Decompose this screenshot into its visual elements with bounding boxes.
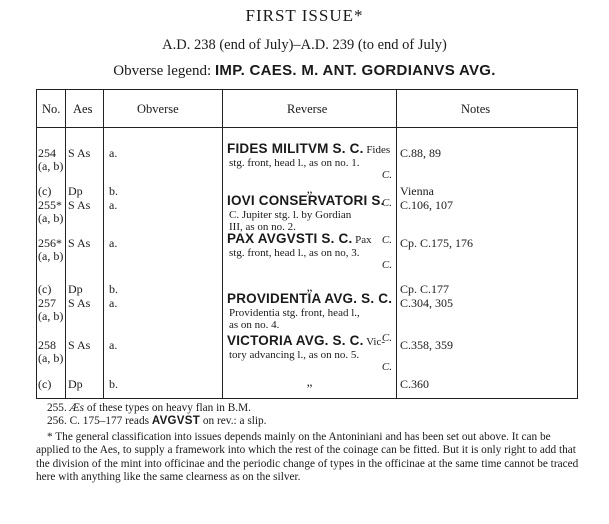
row-obverse: a. bbox=[109, 338, 118, 352]
footnotes bbox=[36, 402, 581, 484]
table-rule-bottom bbox=[36, 398, 578, 399]
row-obverse: a. bbox=[109, 198, 118, 212]
table-rule-header bbox=[36, 127, 578, 128]
column-divider bbox=[577, 89, 578, 399]
row-number: (c) bbox=[38, 184, 52, 198]
row-number: 258 bbox=[38, 338, 56, 352]
table-rule-top bbox=[36, 89, 578, 90]
row-reverse-legend: PROVIDENTIA AVG. S. C. bbox=[227, 291, 393, 306]
row-obverse: b. bbox=[109, 282, 118, 296]
row-number: 257 bbox=[38, 296, 56, 310]
row-reverse-text: Fides bbox=[366, 144, 391, 156]
row-number: 254 bbox=[38, 146, 56, 160]
column-header-aes: Aes bbox=[73, 102, 93, 116]
row-reverse-text: Providentia stg. front, head l., bbox=[229, 306, 360, 319]
row-number: (c) bbox=[38, 282, 52, 296]
obverse-legend-label: Obverse legend: bbox=[113, 63, 212, 79]
obverse-legend-text: IMP. CAES. M. ANT. GORDIANVS AVG. bbox=[214, 62, 496, 79]
row-reverse-ditto: „ bbox=[306, 181, 313, 196]
row-reverse-text: tory advancing l., as on no. 5. bbox=[229, 348, 360, 361]
row-reverse-ditto: „ bbox=[306, 374, 313, 389]
row-reverse bbox=[227, 233, 392, 271]
row-reverse-mark: C. bbox=[381, 259, 392, 271]
footnote-general: * The general classification into issues depends mainly on the Antoniniani and has been set out above. It can be applied to the Aes, to supply a framework into which the rest of the coinage can be fitted. But it is only right to add that the division of the mint into officinae and the periodic change of types in the officinae at the same time cannot be traced here with anything like the same clearness as on the silver. bbox=[36, 430, 579, 484]
row-obverse: a. bbox=[109, 236, 118, 250]
row-reverse-mark: C. bbox=[381, 169, 392, 181]
row-notes: C.106, 107 bbox=[400, 198, 454, 212]
row-reverse-legend: PAX AVGVSTI S. C. bbox=[227, 231, 353, 246]
row-aes: Dp bbox=[68, 377, 83, 391]
row-aes: S As bbox=[68, 296, 91, 310]
row-notes: C.304, 305 bbox=[400, 296, 454, 310]
column-header-notes: Notes bbox=[461, 102, 491, 116]
row-number: 256* bbox=[38, 236, 62, 250]
row-reverse-text: Pax bbox=[355, 234, 372, 246]
row-reverse-text: stg. front, head l., as on no. 1. bbox=[229, 156, 360, 169]
row-reverse-text: III, as on no. 2. bbox=[229, 221, 296, 233]
row-number: (c) bbox=[38, 377, 52, 391]
row-notes: Cp. C.177 bbox=[400, 282, 450, 296]
row-notes: C.358, 359 bbox=[400, 338, 454, 352]
row-reverse-text: Vic- bbox=[366, 336, 386, 348]
date-range: A.D. 238 (end of July)–A.D. 239 (to end of July) bbox=[162, 37, 447, 53]
row-aes: S As bbox=[68, 338, 91, 352]
coin-table bbox=[36, 89, 578, 399]
row-reverse-ditto: „ bbox=[306, 279, 313, 294]
footnote-256: 256. C. 175–177 reads AVGVST on rev.: a slip. bbox=[47, 415, 267, 428]
row-reverse-mark: C. bbox=[381, 233, 392, 246]
row-obverse: a. bbox=[109, 296, 118, 310]
row-notes: C.360 bbox=[400, 377, 430, 391]
row-reverse-text: as on no. 4. bbox=[229, 319, 280, 331]
row-aes: Dp bbox=[68, 282, 83, 296]
footnote-255: 255. Æs of these types on heavy flan in B.M. bbox=[47, 402, 251, 414]
row-number: 255* bbox=[38, 198, 62, 212]
row-notes: Cp. C.175, 176 bbox=[400, 236, 474, 250]
row-reverse-legend: FIDES MILITVM S. C. bbox=[227, 141, 364, 156]
row-notes: C.88, 89 bbox=[400, 146, 442, 160]
column-header-obverse: Obverse bbox=[137, 102, 179, 116]
row-reverse bbox=[227, 335, 392, 373]
obverse-legend bbox=[0, 62, 609, 80]
row-aes: S As bbox=[68, 146, 91, 160]
column-header-reverse: Reverse bbox=[287, 102, 328, 116]
row-reverse-first-line bbox=[227, 143, 392, 157]
row-reverse bbox=[227, 143, 392, 181]
page-title: FIRST ISSUE* bbox=[245, 6, 364, 25]
row-reverse-first-line bbox=[227, 293, 392, 307]
row-reverse-legend: IOVI CONSERVATORI S. bbox=[227, 193, 385, 208]
column-divider bbox=[103, 89, 104, 399]
column-divider bbox=[396, 89, 397, 399]
row-obverse: a. bbox=[109, 146, 118, 160]
row-reverse-first-line bbox=[227, 195, 392, 209]
column-header-no: No. bbox=[42, 102, 61, 116]
column-divider bbox=[65, 89, 66, 399]
row-aes: S As bbox=[68, 198, 91, 212]
row-subnumber: (a, b) bbox=[38, 211, 64, 225]
row-reverse bbox=[227, 374, 392, 390]
column-divider bbox=[222, 89, 223, 399]
row-reverse-text: C. Jupiter stg. l. by Gordian bbox=[229, 208, 352, 221]
row-subnumber: (a, b) bbox=[38, 159, 64, 173]
row-obverse: b. bbox=[109, 184, 118, 198]
row-reverse-text: stg. front, head l., as on no, 3. bbox=[229, 246, 360, 259]
row-reverse-mark: C. bbox=[381, 361, 392, 373]
row-aes: S As bbox=[68, 236, 91, 250]
row-subnumber: (a, b) bbox=[38, 249, 64, 263]
row-reverse-mark: C. bbox=[381, 197, 392, 209]
row-obverse: b. bbox=[109, 377, 118, 391]
row-subnumber: (a, b) bbox=[38, 309, 64, 323]
row-reverse-legend: VICTORIA AVG. S. C. bbox=[227, 333, 364, 348]
column-divider bbox=[36, 89, 37, 399]
row-notes: Vienna bbox=[400, 184, 434, 198]
row-reverse-first-line bbox=[227, 233, 392, 247]
row-subnumber: (a, b) bbox=[38, 351, 64, 365]
row-reverse-mark: C. bbox=[381, 331, 392, 344]
row-reverse-first-line bbox=[227, 335, 392, 349]
row-aes: Dp bbox=[68, 184, 83, 198]
